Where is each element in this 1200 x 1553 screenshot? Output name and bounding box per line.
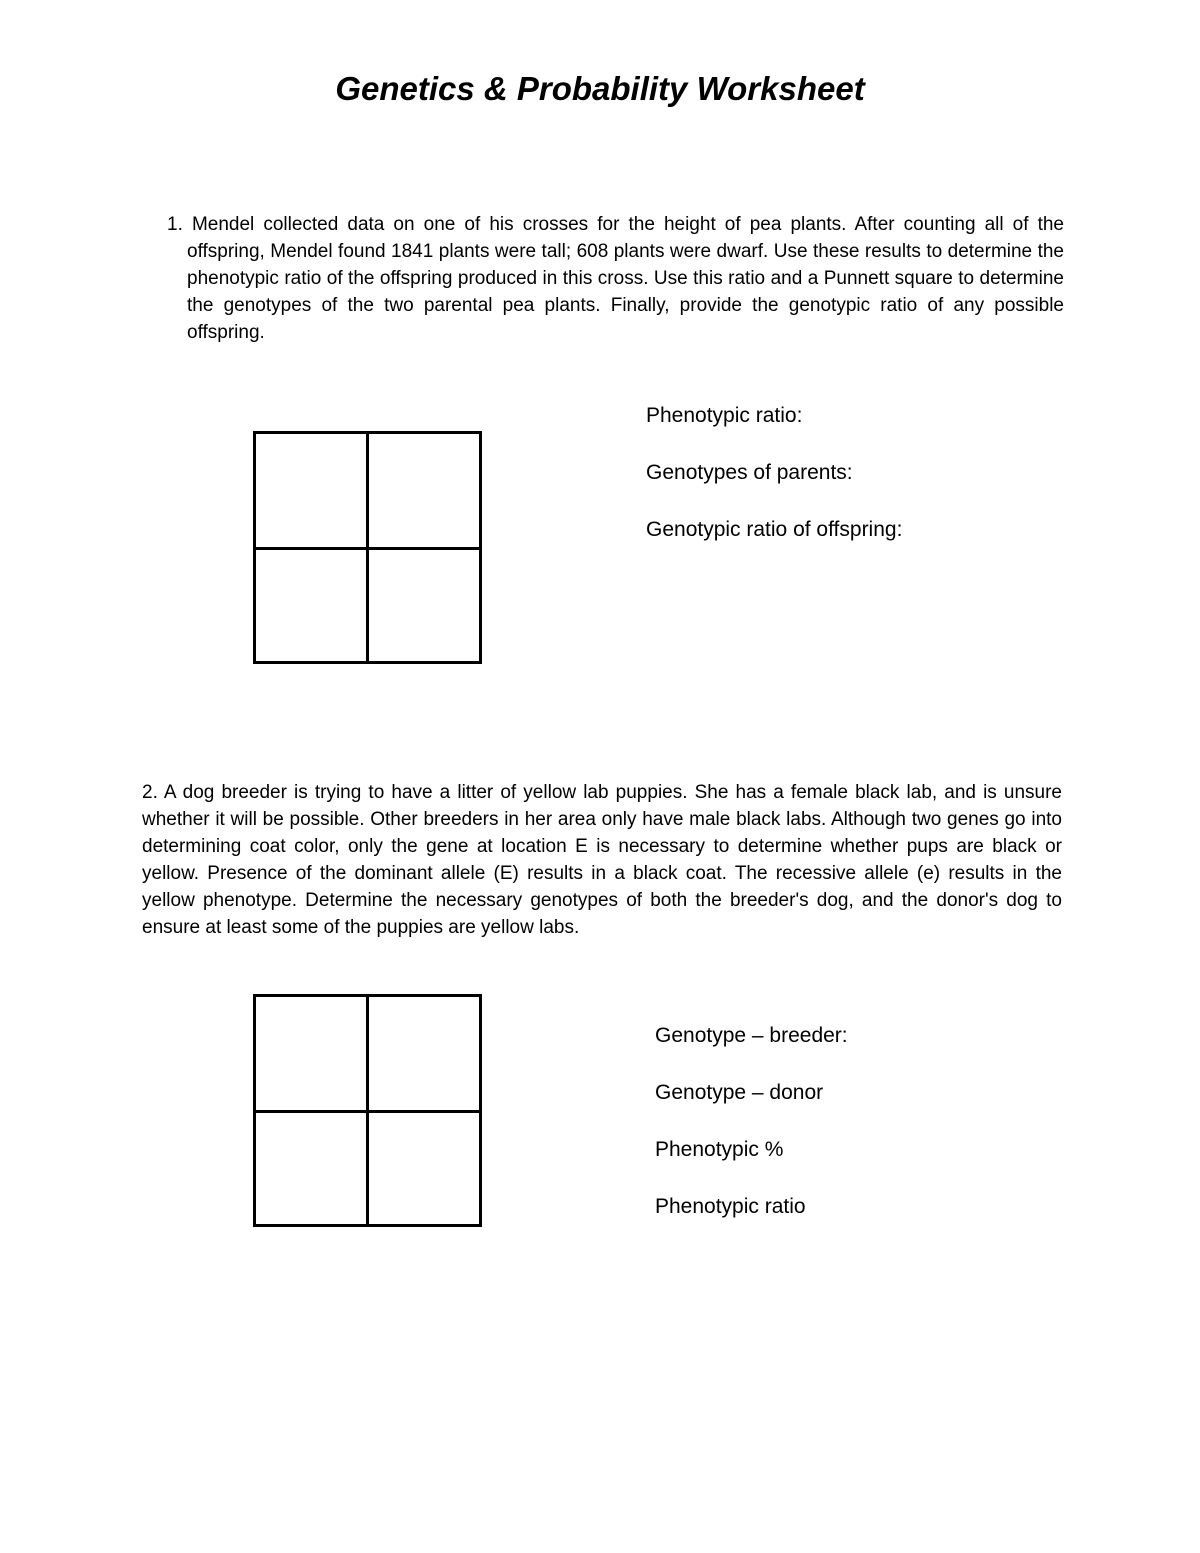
question-2-answer-labels xyxy=(655,1024,848,1252)
question-1-number: 1. xyxy=(167,214,183,235)
question-2 xyxy=(142,779,1062,941)
punnett-square-2 xyxy=(253,994,482,1227)
answer-label-genotype-donor: Genotype – donor xyxy=(655,1081,824,1104)
punnett-divider-horizontal xyxy=(256,547,479,550)
answer-label-phenotypic-ratio-2: Phenotypic ratio xyxy=(655,1195,806,1218)
question-1 xyxy=(142,211,1064,346)
question-2-text: 2. A dog breeder is trying to have a litter of yellow lab puppies. She has a female black lab, and is unsure whether it will be possible. Other breeders in her area only have male black labs. Although two genes go into determining coat color, only the gene at location E is necessary to determine whether pups are black or yellow. Presence of the dominant allele (E) results in a black coat. The recessive allele (e) results in the yellow phenotype. Determine the necessary genotypes of both the breeder's dog, and the donor's dog to ensure at least some of the puppies are yellow labs. xyxy=(142,782,1062,938)
question-1-answer-labels xyxy=(646,404,902,575)
answer-label-phenotypic-percent: Phenotypic % xyxy=(655,1138,784,1161)
worksheet-title: Genetics & Probability Worksheet xyxy=(335,70,865,107)
punnett-square-1 xyxy=(253,431,482,664)
answer-label-phenotypic-ratio: Phenotypic ratio: xyxy=(646,404,803,427)
answer-label-genotype-breeder: Genotype – breeder: xyxy=(655,1024,848,1047)
punnett-divider-horizontal xyxy=(256,1110,479,1113)
question-1-text: Mendel collected data on one of his crosses for the height of pea plants. After counting all of the offspring, Mendel found 1841 plants were tall; 608 plants were dwarf. Use these results to determine the phenotypic ratio of the offspring produced in this cross. Use this ratio and a Punnett square to determine the genotypes of the two parental pea plants. Finally, provide the genotypic ratio of any possible offspring. xyxy=(187,214,1064,343)
answer-label-genotypic-ratio-offspring: Genotypic ratio of offspring: xyxy=(646,518,903,541)
answer-label-genotypes-of-parents: Genotypes of parents: xyxy=(646,461,853,484)
